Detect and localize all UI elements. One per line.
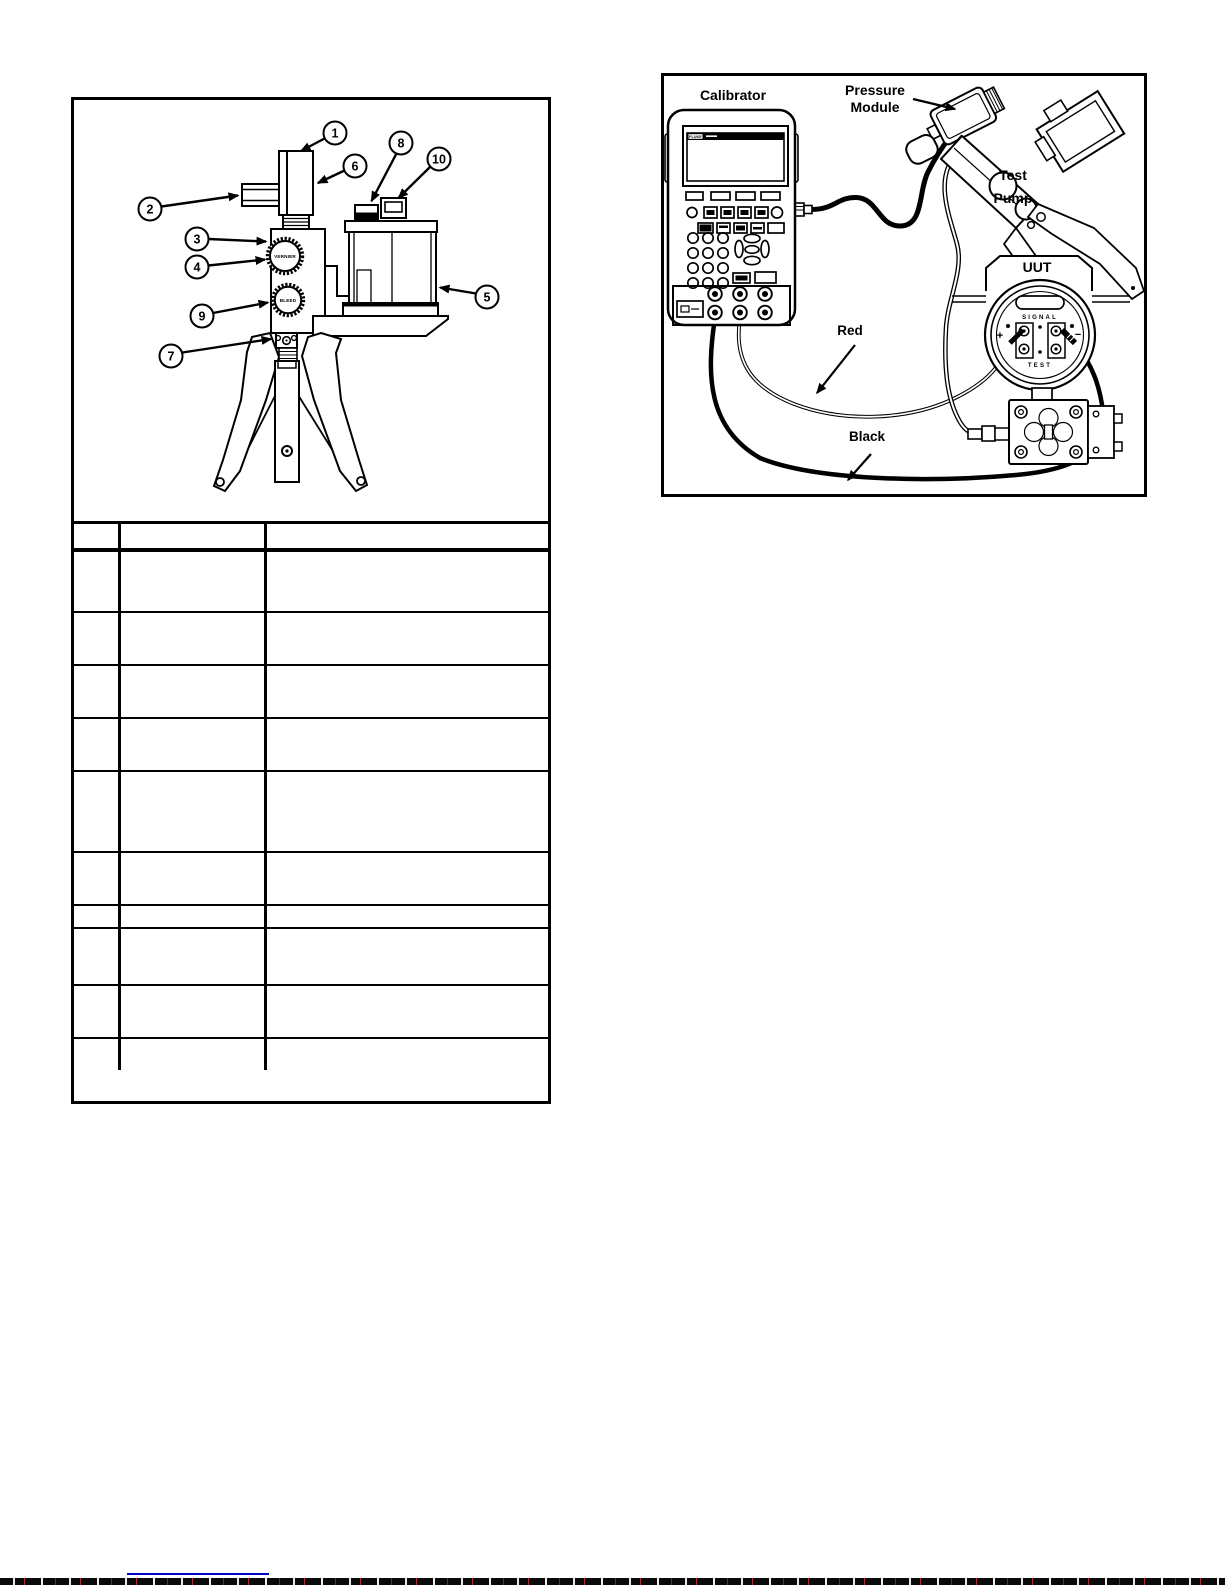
callout-7-number: 7 xyxy=(167,349,175,364)
table-cell xyxy=(119,665,265,718)
table-row xyxy=(74,665,548,718)
table-row xyxy=(74,852,548,905)
uut-minus-terminal-label: − xyxy=(1074,329,1082,341)
callout-5-number: 5 xyxy=(483,290,491,305)
pump-t-fitting xyxy=(242,151,313,229)
callout-4-number: 4 xyxy=(193,260,201,275)
uut-test-label: TEST xyxy=(1027,363,1053,369)
table-header-cell xyxy=(119,524,265,550)
table-cell xyxy=(74,1038,119,1070)
table-row xyxy=(74,928,548,985)
uut-signal-label: SIGNAL xyxy=(1022,315,1058,321)
table-cell xyxy=(265,718,548,771)
table-cell xyxy=(265,928,548,985)
table-cell xyxy=(74,550,119,612)
connection-diagram xyxy=(664,76,1144,494)
callout-9 xyxy=(191,303,269,328)
table-row xyxy=(74,550,548,612)
table-cell xyxy=(119,718,265,771)
uut-transmitter xyxy=(952,256,1130,400)
callout-8-number: 8 xyxy=(397,136,405,151)
black-label-text: Black xyxy=(848,429,886,444)
calibrator-label: Calibrator xyxy=(699,87,767,103)
parts-table xyxy=(74,524,548,1070)
table-cell xyxy=(265,1038,548,1070)
table-cell xyxy=(119,852,265,905)
table-cell xyxy=(265,905,548,928)
callout-5 xyxy=(440,286,499,309)
uut-plus-terminal-label: + xyxy=(996,330,1004,342)
connection-figure-panel xyxy=(661,73,1147,497)
table-cell xyxy=(119,905,265,928)
table-cell xyxy=(265,550,548,612)
red-label xyxy=(817,323,863,393)
test-pump-label-line2: Pump xyxy=(993,190,1033,206)
table-cell xyxy=(119,928,265,985)
table-header-cell xyxy=(74,524,119,550)
pump-figure-box xyxy=(74,100,548,524)
table-cell xyxy=(74,718,119,771)
table-cell xyxy=(74,771,119,852)
table-cell xyxy=(74,928,119,985)
table-cell xyxy=(265,985,548,1038)
pump-figure-panel xyxy=(71,97,551,1104)
callout-3-number: 3 xyxy=(193,232,201,247)
page-edge-artifact xyxy=(0,1578,1225,1585)
vernier-knob-label: VERNIER xyxy=(274,253,296,259)
table-row xyxy=(74,771,548,852)
table-header-row xyxy=(74,524,548,550)
callout-6 xyxy=(318,155,367,184)
table-cell xyxy=(265,852,548,905)
table-cell xyxy=(74,852,119,905)
red-label-text: Red xyxy=(837,323,863,338)
table-row xyxy=(74,1038,548,1070)
footer-link-underline[interactable] xyxy=(127,1573,269,1575)
manifold-valve xyxy=(968,400,1122,464)
callout-10-number: 10 xyxy=(432,152,446,167)
red-lead xyxy=(739,318,1016,417)
table-cell xyxy=(265,771,548,852)
callout-2-number: 2 xyxy=(146,202,154,217)
table-header-cell xyxy=(265,524,548,550)
table-cell xyxy=(119,771,265,852)
pressure-module-label-line1: Pressure xyxy=(845,82,905,98)
uut-label: UUT xyxy=(1022,259,1052,275)
table-row xyxy=(74,718,548,771)
table-cell xyxy=(119,985,265,1038)
callout-10 xyxy=(399,148,451,199)
table-cell xyxy=(74,612,119,665)
callout-3 xyxy=(186,228,267,251)
pump-drawing xyxy=(214,151,448,491)
table-cell xyxy=(119,550,265,612)
callout-6-number: 6 xyxy=(351,159,359,174)
callout-2 xyxy=(139,196,239,221)
bleed-knob-label: BLEED xyxy=(279,297,297,303)
callout-9-number: 9 xyxy=(198,309,206,324)
table-row xyxy=(74,612,548,665)
callout-1-number: 1 xyxy=(331,126,339,141)
table-cell xyxy=(119,1038,265,1070)
black-label xyxy=(848,429,886,480)
table-cell xyxy=(74,985,119,1038)
table-row xyxy=(74,985,548,1038)
fluke-logo: FLUKE xyxy=(689,135,702,139)
calibrator-device xyxy=(665,110,812,325)
test-pump-label-line1: Test xyxy=(999,167,1027,183)
table-cell xyxy=(265,612,548,665)
table-cell xyxy=(119,612,265,665)
table-cell xyxy=(265,665,548,718)
table-cell xyxy=(74,905,119,928)
table-cell xyxy=(74,665,119,718)
callout-4 xyxy=(186,256,266,279)
table-row xyxy=(74,905,548,928)
pressure-module-label-line2: Module xyxy=(850,99,900,115)
hand-pump-diagram xyxy=(74,100,548,521)
pump-handles xyxy=(214,333,367,491)
callout-1 xyxy=(301,122,347,152)
